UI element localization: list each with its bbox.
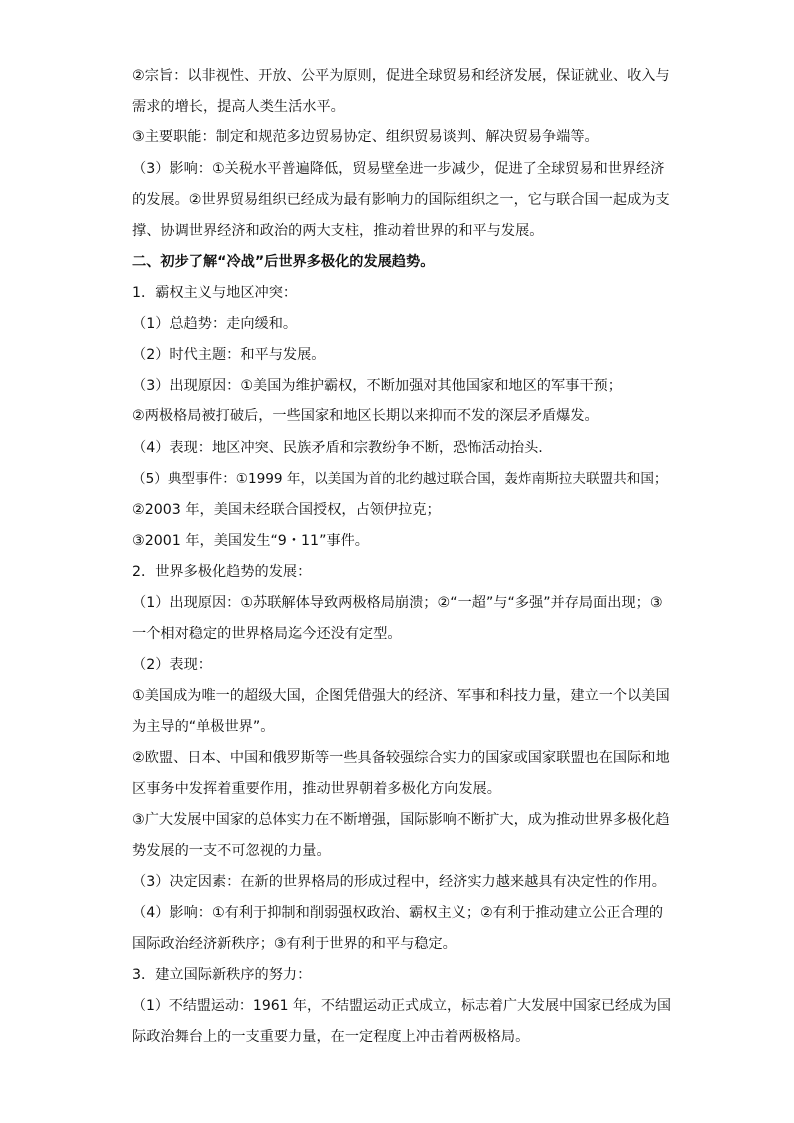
text-line: 势发展的一支不可忽视的力量。 [132, 843, 331, 859]
text-line: ②两极格局被打破后，一些国家和地区长期以来抑而不发的深层矛盾爆发。 [132, 408, 599, 424]
text-line: 为主导的“单极世界”。 [132, 719, 275, 735]
text-line: （4）表现：地区冲突、民族矛盾和宗教纷争不断，恐怖活动抬头. [132, 440, 543, 456]
section-heading: 二、初步了解“冷战”后世界多极化的发展趋势。 [132, 254, 435, 270]
text-line: 撑、协调世界经济和政治的两大支柱，推动着世界的和平与发展。 [132, 223, 544, 239]
subsection-heading: 2．世界多极化趋势的发展： [132, 564, 312, 580]
text-line: 需求的增长，提高人类生活水平。 [132, 99, 345, 115]
text-line: 一个相对稳定的世界格局迄今还没有定型。 [132, 626, 402, 642]
text-line: ②宗旨：以非视性、开放、公平为原则，促进全球贸易和经济发展，保证就业、收入与 [132, 68, 670, 84]
text-line: ②2003 年，美国未经联合国授权，占领伊拉克； [132, 502, 441, 518]
text-line: （2）表现： [132, 657, 212, 673]
text-line: （5）典型事件：①1999 年，以美国为首的北约越过联合国，轰炸南斯拉夫联盟共和国； [132, 471, 668, 487]
text-line: （4）影响：①有利于抑制和削弱强权政治、霸权主义；②有利于推动建立公正合理的 [132, 905, 664, 921]
text-line: （3）影响：①关税水平普遍降低，贸易壁垒进一步减少，促进了全球贸易和世界经济 [132, 161, 665, 177]
text-line: （1）总趋势：走向缓和。 [132, 316, 298, 332]
text-line: 际政治舞台上的一支重要力量，在一定程度上冲击着两极格局。 [132, 1029, 530, 1045]
text-line: （1）不结盟运动：1961 年，不结盟运动正式成立，标志着广大发展中国家已经成为国 [132, 998, 671, 1014]
subsection-heading: 3．建立国际新秩序的努力： [132, 967, 312, 983]
text-line: 区事务中发挥着重要作用，推动世界朝着多极化方向发展。 [132, 781, 501, 797]
text-line: （3）出现原因：①美国为维护霸权，不断加强对其他国家和地区的军事干预； [132, 378, 622, 394]
text-line: （2）时代主题：和平与发展。 [132, 347, 326, 363]
text-line: ③广大发展中国家的总体实力在不断增强，国际影响不断扩大，成为推动世界多极化趋 [132, 812, 670, 828]
text-line: ③主要职能：制定和规范多边贸易协定、组织贸易谈判、解决贸易争端等。 [132, 129, 599, 145]
text-line: ②欧盟、日本、中国和俄罗斯等一些具备较强综合实力的国家或国家联盟也在国际和地 [132, 750, 670, 766]
text-line: （1）出现原因：①苏联解体导致两极格局崩溃；②“一超”与“多强”并存局面出现；③ [132, 595, 663, 611]
subsection-heading: 1．霸权主义与地区冲突： [132, 285, 298, 301]
text-line: （3）决定因素：在新的世界格局的形成过程中，经济实力越来越具有决定性的作用。 [132, 874, 666, 890]
text-line: 的发展。②世界贸易组织已经成为最有影响力的国际组织之一，它与联合国一起成为支 [132, 192, 670, 208]
text-line: ③2001 年，美国发生“9・11”事件。 [132, 533, 369, 549]
text-line: ①美国成为唯一的超级大国，企图凭借强大的经济、军事和科技力量，建立一个以美国 [132, 688, 670, 704]
text-line: 国际政治经济新秩序；③有利于世界的和平与稳定。 [132, 936, 457, 952]
